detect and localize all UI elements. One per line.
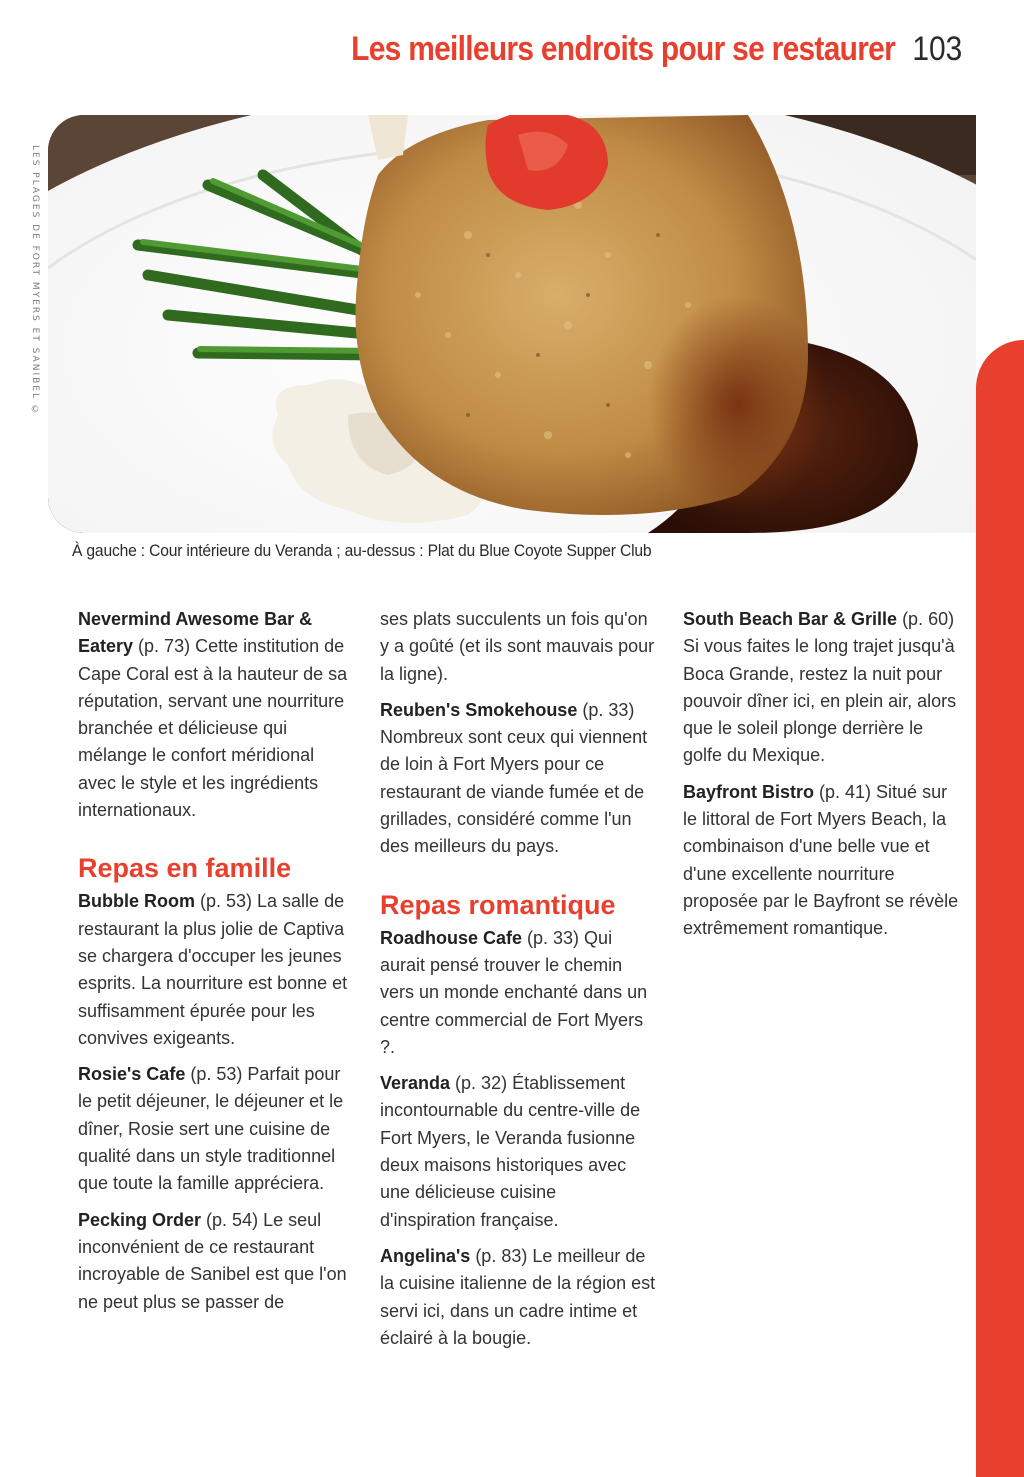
restaurant-name: Nevermind Awesome Bar & Eatery bbox=[78, 609, 313, 657]
chapter-tab bbox=[976, 340, 1024, 1477]
restaurant-name: Veranda bbox=[380, 1073, 451, 1094]
restaurant-entry bbox=[78, 606, 354, 824]
restaurant-entry bbox=[380, 925, 656, 1061]
restaurant-description: (p. 53) Parfait pour le petit déjeuner, le déjeuner et le dîner, Rosie sert une cuisine de qualité dans un style traditionnel que toute la famille appréciera. bbox=[78, 1064, 344, 1194]
section-heading: Repas en famille bbox=[78, 853, 292, 884]
continued-text: ses plats succulents un fois qu'on y a goûté (et ils sont mauvais pour la ligne). bbox=[380, 609, 655, 684]
side-credit: LES PLAGES DE FORT MYERS ET SANIBEL © bbox=[30, 145, 40, 417]
restaurant-name: Angelina's bbox=[380, 1245, 471, 1266]
restaurant-entry bbox=[78, 1207, 354, 1316]
restaurant-entry bbox=[78, 1061, 354, 1197]
page-title: Les meilleurs endroits pour se restaurer bbox=[351, 30, 896, 68]
restaurant-name: Reuben's Smokehouse bbox=[380, 699, 578, 720]
photo-caption: À gauche : Cour intérieure du Veranda ; au-dessus : Plat du Blue Coyote Supper Club bbox=[72, 541, 652, 560]
restaurant-description: (p. 33) Qui aurait pensé trouver le chemin vers un monde enchanté dans un centre commercial de Fort Myers ?. bbox=[380, 927, 648, 1057]
restaurant-description: (p. 83) Le meilleur de la cuisine italienne de la région est servi ici, dans un cadre intime et éclairé à la bougie. bbox=[380, 1245, 656, 1348]
restaurant-entry bbox=[380, 697, 656, 861]
restaurant-description: (p. 53) La salle de restaurant la plus jolie de Captiva se chargera d'occuper les jeunes esprits. La nourriture est bonne et suffisamment épurée pour les convives exigeants. bbox=[78, 891, 348, 1048]
restaurant-name: Bayfront Bistro bbox=[683, 781, 815, 802]
text-column-2 bbox=[380, 606, 656, 1361]
restaurant-entry bbox=[380, 1243, 656, 1352]
text-column-3 bbox=[683, 606, 959, 952]
restaurant-description: (p. 60) Si vous faites le long trajet jusqu'à Boca Grande, restez la nuit pour pouvoir dîner ici, en plein air, alors que le soleil plonge derrière le golfe du Mexique. bbox=[683, 609, 957, 766]
page-number: 103 bbox=[912, 30, 963, 68]
restaurant-entry bbox=[78, 888, 354, 1052]
restaurant-description: (p. 33) Nombreux sont ceux qui viennent de loin à Fort Myers pour ce restaurant de viande fumée et de grillades, considéré comme l'un des meilleurs du pays. bbox=[380, 699, 648, 857]
restaurant-entry bbox=[380, 1070, 656, 1234]
restaurant-name: Bubble Room bbox=[78, 891, 195, 912]
restaurant-entry bbox=[683, 779, 959, 943]
text-column-1 bbox=[78, 606, 354, 1325]
restaurant-entry bbox=[683, 606, 959, 770]
restaurant-name: Pecking Order bbox=[78, 1209, 202, 1230]
restaurant-name: Rosie's Cafe bbox=[78, 1064, 186, 1085]
food-photo bbox=[48, 115, 976, 533]
restaurant-name: South Beach Bar & Grille bbox=[683, 609, 898, 629]
restaurant-description: (p. 73) Cette institution de Cape Coral est à la hauteur de sa réputation, servant une nourriture branchée et délicieuse qui mélange le confort méridional avec le style et les ingrédients internationaux. bbox=[78, 636, 348, 821]
section-heading: Repas romantique bbox=[380, 889, 616, 920]
restaurant-description: (p. 54) Le seul inconvénient de ce restaurant incroyable de Sanibel est que l'on ne peut plus se passer de bbox=[78, 1209, 347, 1312]
page-header bbox=[277, 30, 966, 69]
restaurant-description: (p. 32) Établissement incontournable du centre-ville de Fort Myers, le Veranda fusionne deux maisons historiques avec une délicieuse cuisine d'inspiration française. bbox=[380, 1073, 641, 1230]
restaurant-name: Roadhouse Cafe bbox=[380, 927, 523, 948]
restaurant-description: (p. 41) Situé sur le littoral de Fort Myers Beach, la combinaison d'une belle vue et d'une excellente nourriture proposée par le Bayfront se révèle extrêmement romantique. bbox=[683, 781, 959, 939]
